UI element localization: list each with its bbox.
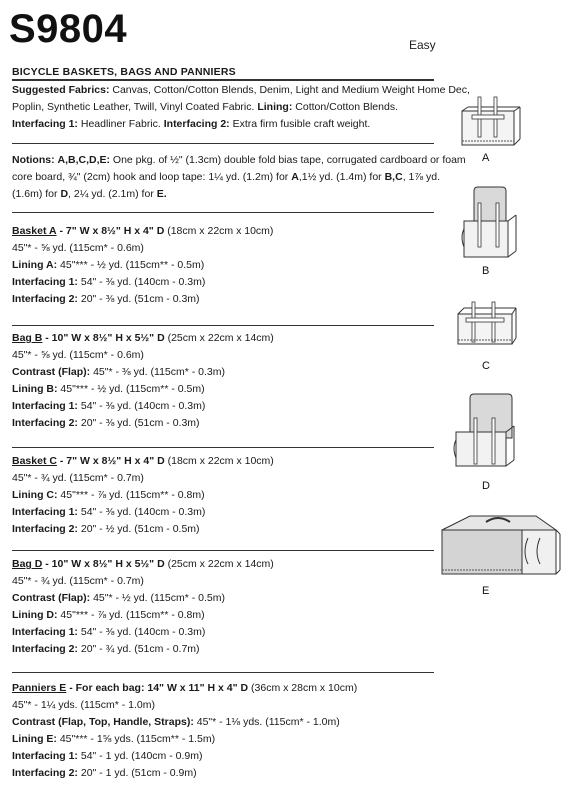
yardage-value: 45"* - ¾ yd. (115cm* - 0.7m): [12, 575, 144, 587]
yardage-label: Contrast (Flap):: [12, 592, 91, 604]
yardage-label: Interfacing 1:: [12, 400, 78, 412]
view-dimensions-metric: (18cm x 22cm x 10cm): [167, 225, 274, 237]
suggested-fabrics-text-2: Poplin, Synthetic Leather, Twill, Vinyl Coated Fabric.: [12, 101, 255, 113]
yardage-value: 45"* - ⅝ yd. (115cm* - 0.6m): [12, 242, 144, 254]
interfacing2-label: Interfacing 2:: [163, 118, 230, 130]
view-dimensions: - 10" W x 8½" H x 5½" D: [45, 558, 165, 570]
notions-text-3: (1.6m) for: [12, 188, 61, 200]
yardage-label: Lining D:: [12, 609, 58, 621]
yardage-value: 20" - ⅜ yd. (51cm - 0.3m): [80, 417, 200, 429]
yardage-value: 20" - 1 yd. (51cm - 0.9m): [80, 767, 197, 779]
yardage-value: 20" - ½ yd. (51cm - 0.5m): [80, 523, 200, 535]
view-a-yardage: [12, 223, 434, 308]
view-dimensions-metric: (25cm x 22cm x 14cm): [167, 558, 274, 570]
notions-text-2: core board, ¾" (2cm) hook and loop tape: 1¼ yd. (1.2m) for: [12, 171, 292, 183]
view-dimensions-metric: (18cm x 22cm x 10cm): [167, 455, 274, 467]
view-d-drawing: [452, 392, 522, 470]
view-dimensions-metric: (25cm x 22cm x 14cm): [167, 332, 274, 344]
view-dimensions-metric: (36cm x 28cm x 10cm): [251, 682, 358, 694]
yardage-value: 45"* - 1⅛ yds. (115cm* - 1.0m): [196, 716, 340, 728]
view-title: Basket C: [12, 455, 57, 467]
divider: [12, 447, 434, 448]
yardage-value: 20" - ¾ yd. (51cm - 0.7m): [80, 643, 200, 655]
view-b-letter: B: [482, 265, 490, 277]
yardage-value: 45"*** - ½ yd. (115cm** - 0.5m): [60, 259, 205, 271]
view-dimensions: - 7" W x 8½" H x 4" D: [59, 225, 165, 237]
yardage-label: Contrast (Flap, Top, Handle, Straps):: [12, 716, 194, 728]
view-b-yardage: [12, 330, 434, 432]
view-b-drawing: [456, 185, 526, 261]
yardage-label: Lining B:: [12, 383, 58, 395]
view-e-letter: E: [482, 585, 490, 597]
yardage-label: Lining E:: [12, 733, 57, 745]
yardage-value: 45"*** - ½ yd. (115cm** - 0.5m): [60, 383, 205, 395]
notions-views: A,B,C,D,E:: [57, 154, 110, 166]
divider: [12, 212, 434, 213]
notions-view-bc: B,C: [384, 171, 403, 183]
pattern-subtitle: BICYCLE BASKETS, BAGS AND PANNIERS: [12, 66, 236, 78]
yardage-value: 45"*** - 1⅝ yds. (115cm** - 1.5m): [59, 733, 216, 745]
yardage-label: Interfacing 2:: [12, 523, 78, 535]
yardage-value: 45"* - ⅝ yd. (115cm* - 0.6m): [12, 349, 144, 361]
interfacing1-text: Headliner Fabric.: [80, 118, 161, 130]
yardage-value: 45"* - 1¼ yds. (115cm* - 1.0m): [12, 699, 156, 711]
view-c-yardage: [12, 453, 434, 538]
yardage-value: 54" - ⅜ yd. (140cm - 0.3m): [80, 626, 206, 638]
yardage-label: Interfacing 2:: [12, 767, 78, 779]
view-a-drawing: [456, 95, 526, 153]
lining-text: Cotton/Cotton Blends.: [295, 101, 398, 113]
view-title: Panniers E: [12, 682, 67, 694]
divider: [12, 550, 434, 551]
view-c-letter: C: [482, 360, 490, 372]
view-dimensions: - For each bag: 14" W x 11" H x 4" D: [69, 682, 249, 694]
yardage-value: 45"*** - ⅞ yd. (115cm** - 0.8m): [60, 609, 205, 621]
view-a-letter: A: [482, 152, 490, 164]
yardage-value: 54" - 1 yd. (140cm - 0.9m): [80, 750, 203, 762]
notions-text-2b: ,1½ yd. (1.4m) for: [298, 171, 385, 183]
yardage-value: 45"* - ¾ yd. (115cm* - 0.7m): [12, 472, 144, 484]
notions-text-2c: , 1⅞ yd.: [402, 171, 441, 183]
yardage-label: Interfacing 2:: [12, 293, 78, 305]
suggested-fabrics-text: Canvas, Cotton/Cotton Blends, Denim, Light and Medium Weight Home Dec,: [112, 84, 470, 96]
interfacing1-label: Interfacing 1:: [12, 118, 78, 130]
notions-view-a: A: [291, 171, 299, 183]
view-title: Bag D: [12, 558, 43, 570]
view-e-yardage: [12, 680, 434, 782]
notions-view-e: E.: [156, 188, 167, 200]
suggested-fabrics: [12, 82, 470, 133]
notions: [12, 152, 466, 203]
yardage-label: Interfacing 2:: [12, 643, 78, 655]
divider: [12, 325, 434, 326]
divider: [12, 143, 434, 144]
view-dimensions: - 10" W x 8½" H x 5½" D: [45, 332, 165, 344]
view-title: Bag B: [12, 332, 43, 344]
yardage-value: 20" - ⅜ yd. (51cm - 0.3m): [80, 293, 200, 305]
view-d-yardage: [12, 556, 434, 658]
yardage-label: Interfacing 2:: [12, 417, 78, 429]
yardage-value: 54" - ⅜ yd. (140cm - 0.3m): [80, 400, 206, 412]
yardage-label: Interfacing 1:: [12, 750, 78, 762]
yardage-value: 54" - ⅜ yd. (140cm - 0.3m): [80, 276, 206, 288]
yardage-label: Interfacing 1:: [12, 506, 78, 518]
yardage-label: Lining A:: [12, 259, 58, 271]
view-e-drawing: [436, 512, 562, 580]
view-title: Basket A: [12, 225, 57, 237]
lining-label: Lining:: [257, 101, 293, 113]
view-dimensions: - 7" W x 8½" H x 4" D: [59, 455, 165, 467]
notions-text-1: One pkg. of ½" (1.3cm) double fold bias tape, corrugated cardboard or foam: [112, 154, 466, 166]
difficulty-label: Easy: [409, 38, 436, 52]
suggested-fabrics-label: Suggested Fabrics:: [12, 84, 110, 96]
yardage-label: Lining C:: [12, 489, 58, 501]
yardage-label: Contrast (Flap):: [12, 366, 91, 378]
notions-label: Notions:: [12, 154, 55, 166]
view-d-letter: D: [482, 480, 490, 492]
pattern-number: S9804: [9, 7, 128, 51]
yardage-label: Interfacing 1:: [12, 626, 78, 638]
yardage-value: 45"* - ⅜ yd. (115cm* - 0.3m): [93, 366, 226, 378]
view-c-drawing: [452, 300, 522, 350]
yardage-value: 45"* - ½ yd. (115cm* - 0.5m): [93, 592, 226, 604]
notions-text-3b: , 2¼ yd. (2.1m) for: [68, 188, 157, 200]
yardage-value: 54" - ⅜ yd. (140cm - 0.3m): [80, 506, 206, 518]
yardage-label: Interfacing 1:: [12, 276, 78, 288]
notions-view-d: D: [60, 188, 69, 200]
interfacing2-text: Extra firm fusible craft weight.: [232, 118, 371, 130]
divider: [12, 672, 434, 673]
yardage-value: 45"*** - ⅞ yd. (115cm** - 0.8m): [60, 489, 205, 501]
divider: [12, 79, 434, 81]
